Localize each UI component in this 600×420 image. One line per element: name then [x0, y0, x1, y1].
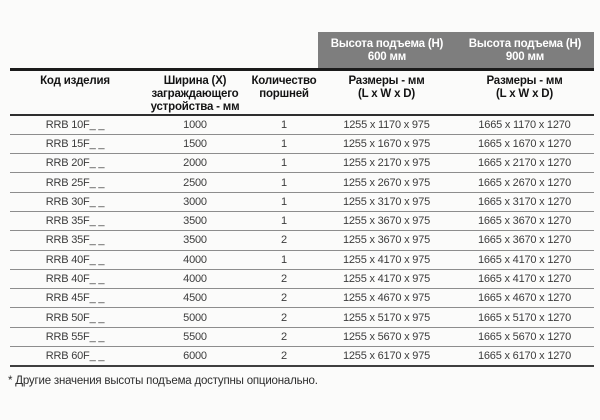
cell-dimensions-900: 1665 x 6170 x 1270 [455, 347, 594, 366]
cell-barrier-width: 3500 [140, 231, 250, 250]
cell-dimensions-600: 1255 x 3670 x 975 [318, 231, 455, 250]
cell-product-code: RRB 40F_ _ [10, 269, 140, 288]
lift-height-600-value: 600 мм [367, 51, 407, 63]
cell-piston-count: 2 [250, 289, 318, 308]
cell-piston-count: 1 [250, 192, 318, 211]
cell-dimensions-900: 1665 x 1170 x 1270 [455, 115, 594, 134]
cell-piston-count: 2 [250, 327, 318, 346]
cell-barrier-width: 2000 [140, 154, 250, 173]
cell-dimensions-600: 1255 x 6170 x 975 [318, 347, 455, 366]
cell-barrier-width: 5000 [140, 308, 250, 327]
cell-piston-count: 2 [250, 347, 318, 366]
cell-dimensions-600: 1255 x 3170 x 975 [318, 192, 455, 211]
col-header-product-code: Код изделия [10, 70, 140, 116]
cell-piston-count: 1 [250, 115, 318, 134]
cell-piston-count: 2 [250, 269, 318, 288]
cell-dimensions-600: 1255 x 1170 x 975 [318, 115, 455, 134]
cell-product-code: RRB 35F_ _ [10, 211, 140, 230]
cell-barrier-width: 1000 [140, 115, 250, 134]
cell-product-code: RRB 15F_ _ [10, 134, 140, 153]
spec-table-head [10, 70, 594, 116]
cell-dimensions-900: 1665 x 1670 x 1270 [455, 134, 594, 153]
cell-piston-count: 1 [250, 173, 318, 192]
cell-dimensions-900: 1665 x 5170 x 1270 [455, 308, 594, 327]
table-row [10, 154, 594, 173]
cell-barrier-width: 4500 [140, 289, 250, 308]
table-row [10, 173, 594, 192]
cell-piston-count: 1 [250, 134, 318, 153]
cell-dimensions-600: 1255 x 4170 x 975 [318, 250, 455, 269]
cell-barrier-width: 6000 [140, 347, 250, 366]
cell-product-code: RRB 10F_ _ [10, 115, 140, 134]
table-row [10, 192, 594, 211]
cell-product-code: RRB 35F_ _ [10, 231, 140, 250]
cell-barrier-width: 4000 [140, 250, 250, 269]
cell-dimensions-600: 1255 x 3670 x 975 [318, 211, 455, 230]
cell-dimensions-900: 1665 x 3670 x 1270 [455, 231, 594, 250]
cell-product-code: RRB 45F_ _ [10, 289, 140, 308]
cell-product-code: RRB 20F_ _ [10, 154, 140, 173]
cell-dimensions-600: 1255 x 1670 x 975 [318, 134, 455, 153]
cell-dimensions-600: 1255 x 2670 x 975 [318, 173, 455, 192]
table-row [10, 115, 594, 134]
table-row [10, 347, 594, 366]
cell-barrier-width: 2500 [140, 173, 250, 192]
cell-product-code: RRB 25F_ _ [10, 173, 140, 192]
cell-piston-count: 1 [250, 154, 318, 173]
table-row [10, 327, 594, 346]
table-row [10, 269, 594, 288]
cell-piston-count: 1 [250, 250, 318, 269]
cell-dimensions-900: 1665 x 3170 x 1270 [455, 192, 594, 211]
col-header-barrier-width: Ширина (X) заграждающего устройства - мм [140, 70, 250, 116]
footnote: * Другие значения высоты подъема доступны опционально. [8, 375, 318, 387]
cell-barrier-width: 1500 [140, 134, 250, 153]
cell-dimensions-600: 1255 x 5170 x 975 [318, 308, 455, 327]
lift-height-900-header [456, 32, 594, 70]
cell-dimensions-900: 1665 x 2170 x 1270 [455, 154, 594, 173]
cell-barrier-width: 3500 [140, 211, 250, 230]
cell-dimensions-900: 1665 x 5670 x 1270 [455, 327, 594, 346]
cell-piston-count: 2 [250, 308, 318, 327]
lift-height-900-title: Высота подъема (H) [468, 37, 582, 50]
cell-product-code: RRB 40F_ _ [10, 250, 140, 269]
cell-piston-count: 2 [250, 231, 318, 250]
cell-dimensions-900: 1665 x 3670 x 1270 [455, 211, 594, 230]
col-header-piston-count: Количество поршней [250, 70, 318, 116]
cell-dimensions-600: 1255 x 4670 x 975 [318, 289, 455, 308]
col-header-dimensions-900: Размеры - мм (L x W x D) [455, 70, 594, 116]
cell-barrier-width: 3000 [140, 192, 250, 211]
table-row [10, 211, 594, 230]
cell-dimensions-600: 1255 x 2170 x 975 [318, 154, 455, 173]
cell-dimensions-900: 1665 x 2670 x 1270 [455, 173, 594, 192]
cell-product-code: RRB 55F_ _ [10, 327, 140, 346]
lift-height-header-band [318, 32, 594, 70]
cell-barrier-width: 5500 [140, 327, 250, 346]
table-row [10, 308, 594, 327]
cell-product-code: RRB 30F_ _ [10, 192, 140, 211]
lift-height-600-title: Высота подъема (H) [330, 37, 444, 50]
cell-product-code: RRB 50F_ _ [10, 308, 140, 327]
lift-height-900-value: 900 мм [505, 51, 545, 63]
cell-dimensions-600: 1255 x 5670 x 975 [318, 327, 455, 346]
lift-height-600-header [318, 32, 456, 70]
cell-product-code: RRB 60F_ _ [10, 347, 140, 366]
cell-dimensions-900: 1665 x 4170 x 1270 [455, 250, 594, 269]
table-row [10, 134, 594, 153]
column-header-row [10, 70, 594, 116]
cell-dimensions-900: 1665 x 4170 x 1270 [455, 269, 594, 288]
product-spec-table [10, 68, 594, 367]
cell-dimensions-900: 1665 x 4670 x 1270 [455, 289, 594, 308]
table-row [10, 289, 594, 308]
col-header-dimensions-600: Размеры - мм (L x W x D) [318, 70, 455, 116]
cell-dimensions-600: 1255 x 4170 x 975 [318, 269, 455, 288]
cell-barrier-width: 4000 [140, 269, 250, 288]
spec-table-body [10, 115, 594, 366]
cell-piston-count: 1 [250, 211, 318, 230]
table-row [10, 250, 594, 269]
table-row [10, 231, 594, 250]
